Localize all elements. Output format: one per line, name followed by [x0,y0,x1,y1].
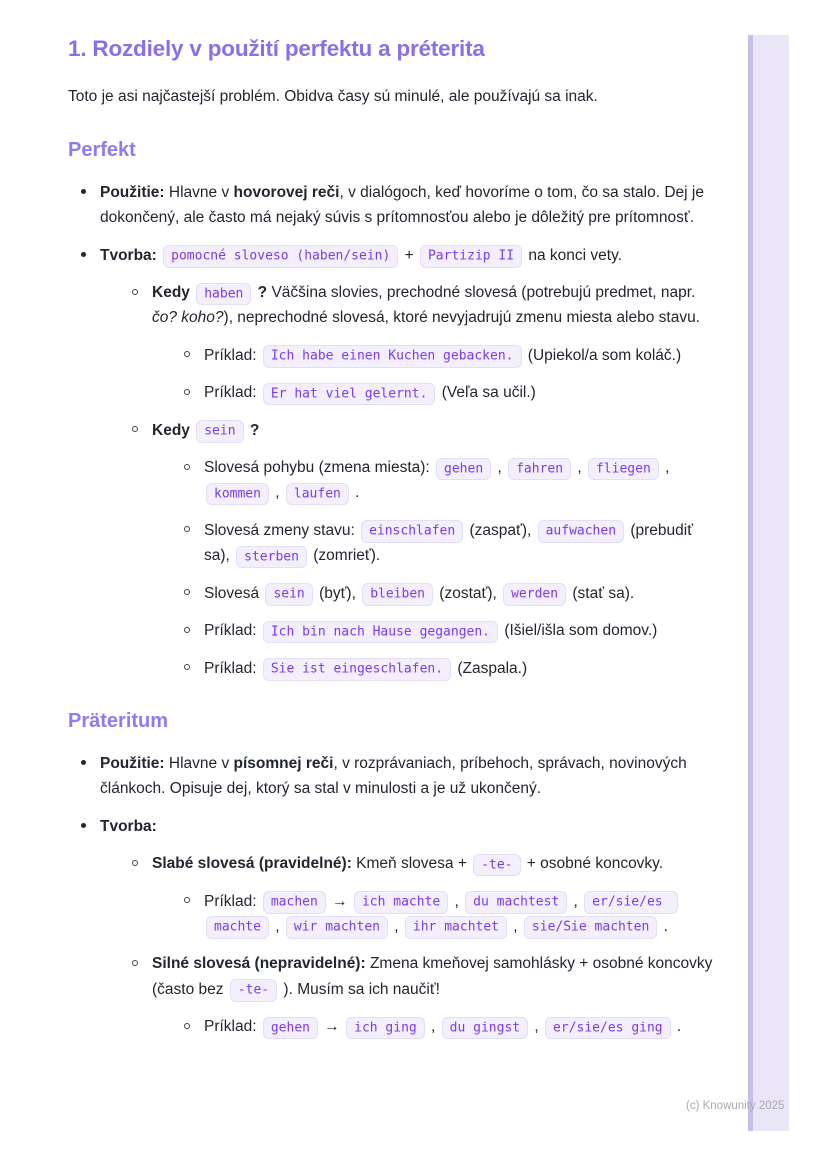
text-run [190,284,194,301]
code-chip: gehen [263,1017,318,1040]
text-run: , [270,484,284,502]
text-run: (zostať), [435,584,502,602]
text-run [190,422,194,439]
text-run: Väčšina slovies, prechodné slovesá (potrebujú predmet, napr. [267,284,696,302]
text-run: Príklad: [204,892,261,910]
list-item [179,618,716,643]
bold-text: Tvorba: [100,246,157,264]
list-item [75,180,716,231]
text-run: , v dialógoch, keď hovoríme o tom, čo sa stalo. Dej je dokončený, ale často má nejaký súvis s prítomnosťou alebo je dôležitý pre prítomnosť. [100,183,704,227]
text-run: , [573,459,586,477]
bold-text: Použitie: [100,754,165,772]
text-run: (Zaspala.) [453,659,528,677]
text-run: , [389,917,403,935]
list-level-1 [75,180,716,681]
bold-text: písomnej reči [233,754,334,772]
code-chip: du machtest [465,891,567,914]
text-run: (byť), [314,584,361,602]
code-chip: Er hat viel gelernt. [263,383,436,406]
text-run: (Veľa sa učil.) [437,384,536,402]
list-item [127,851,716,939]
text-run: . [672,1018,682,1036]
text-run: , [509,917,522,935]
code-chip: ihr machtet [405,916,507,939]
list-level-3 [179,1014,716,1039]
code-chip: sie/Sie machten [524,916,657,939]
text-run: + osobné koncovky. [522,855,664,873]
text-run: (prebudiť sa), [204,521,694,565]
italic-text: čo? koho? [152,309,224,327]
list-item [179,889,716,940]
list-item [179,1014,716,1039]
list-level-1 [75,751,716,1040]
code-chip: Ich bin nach Hause gegangen. [263,621,498,644]
list-item [127,418,716,681]
code-chip: sein [196,420,243,443]
list-item [75,243,716,681]
text-run: , [530,1018,544,1036]
text-run: Slovesá pohybu (zmena miesta): [204,459,435,477]
code-chip: -te- [473,854,520,877]
text-run [157,247,161,264]
code-chip: du gingst [442,1017,528,1040]
code-chip: ich ging [346,1017,425,1040]
bold-text: Kedy [152,284,190,302]
code-chip: Ich habe einen Kuchen gebacken. [263,345,522,368]
code-chip: sein [265,583,312,606]
text-run: → [327,892,352,910]
code-chip: er/sie/es machte [206,891,678,939]
text-run: , [569,892,583,910]
code-chip: kommen [206,483,269,506]
text-run: , [660,459,670,477]
list-level-3 [179,889,716,940]
code-chip: gehen [436,458,491,481]
text-run: Kmeň slovesa + [351,855,472,873]
list-level-2 [127,851,716,1039]
accent-bar [748,35,789,1131]
text-run: Slovesá [204,584,264,602]
bold-text: Tvorba: [100,817,157,835]
text-run: . [350,484,360,502]
section-heading: Präteritum [68,709,169,732]
text-run: Hlavne v [164,754,234,772]
text-run: (zomrieť). [308,547,381,565]
code-chip: -te- [230,979,277,1002]
text-run: ). Musím sa ich naučiť! [279,980,440,998]
text-run: Slovesá zmeny stavu: [204,521,360,539]
list-item [179,656,716,681]
code-chip: bleiben [362,583,433,606]
text-run: (Upiekol/a som koláč.) [523,346,682,364]
list-item [127,280,716,406]
text-run: (zaspať), [465,521,536,539]
code-chip: machen [263,891,326,914]
code-chip: Partizip II [420,245,522,268]
page-title: 1. Rozdiely v použití perfektu a préterita [68,36,485,61]
list-item [75,814,716,1040]
bold-text: Kedy [152,421,190,439]
code-chip: haben [196,283,251,306]
text-run: na konci vety. [524,246,623,264]
list-item [179,455,716,506]
text-run: → [320,1018,345,1036]
text-run: , [450,892,464,910]
bold-text: ? [257,284,268,302]
text-run: Hlavne v [164,183,234,201]
code-chip: laufen [286,483,349,506]
code-chip: werden [503,583,566,606]
code-chip: fahren [508,458,571,481]
section-heading: Perfekt [68,138,136,161]
text-run: Príklad: [204,622,261,640]
text-run: Príklad: [204,346,261,364]
text-run: Zmena kmeňovej samohlásky + osobné koncovky (často bez [152,955,713,998]
text-run: Príklad: [204,384,261,402]
text-run: . [659,917,668,935]
bold-text: ? [249,421,260,439]
code-chip: fliegen [588,458,659,481]
list-item [179,380,716,405]
bold-text: Použitie: [100,183,165,201]
code-chip: aufwachen [538,520,624,543]
text-run: , v rozprávaniach, príbehoch, správach, novinových článkoch. Opisuje dej, ktorý sa stal v minulosti a je už ukončený. [100,754,687,798]
intro-paragraph: Toto je asi najčastejší problém. Obidva časy sú minulé, ale používajú sa inak. [68,88,598,106]
code-chip: sterben [236,546,307,569]
code-chip: er/sie/es ging [545,1017,671,1040]
code-chip: wir machten [286,916,388,939]
text-run: (stať sa). [568,584,635,602]
code-chip: Sie ist eingeschlafen. [263,658,451,681]
code-chip: einschlafen [361,520,463,543]
code-chip: pomocné sloveso (haben/sein) [163,245,398,268]
list-level-3 [179,343,716,406]
list-level-3 [179,455,716,681]
list-item [75,751,716,802]
list-item [179,581,716,606]
text-run: , [270,917,284,935]
bold-text: Silné slovesá (nepravidelné): [152,955,366,973]
list-item [127,951,716,1039]
text-run: Príklad: [204,659,261,677]
code-chip: ich machte [354,891,448,914]
bold-text: hovorovej reči [233,183,340,201]
text-run: ), neprechodné slovesá, ktoré nevyjadrujú zmenu miesta alebo stavu. [223,309,700,327]
watermark: (c) Knowunity 2025 [686,1100,785,1112]
text-run: + [400,246,418,264]
sections-container [68,137,716,1040]
list-item [179,343,716,368]
text-run: , [426,1018,440,1036]
list-level-2 [127,280,716,681]
text-run: Príklad: [204,1018,261,1036]
bold-text: Slabé slovesá (pravidelné): [152,855,352,873]
text-run: (Išiel/išla som domov.) [500,622,658,640]
document-content [68,34,716,1040]
text-run: , [493,459,507,477]
list-item [179,518,716,569]
